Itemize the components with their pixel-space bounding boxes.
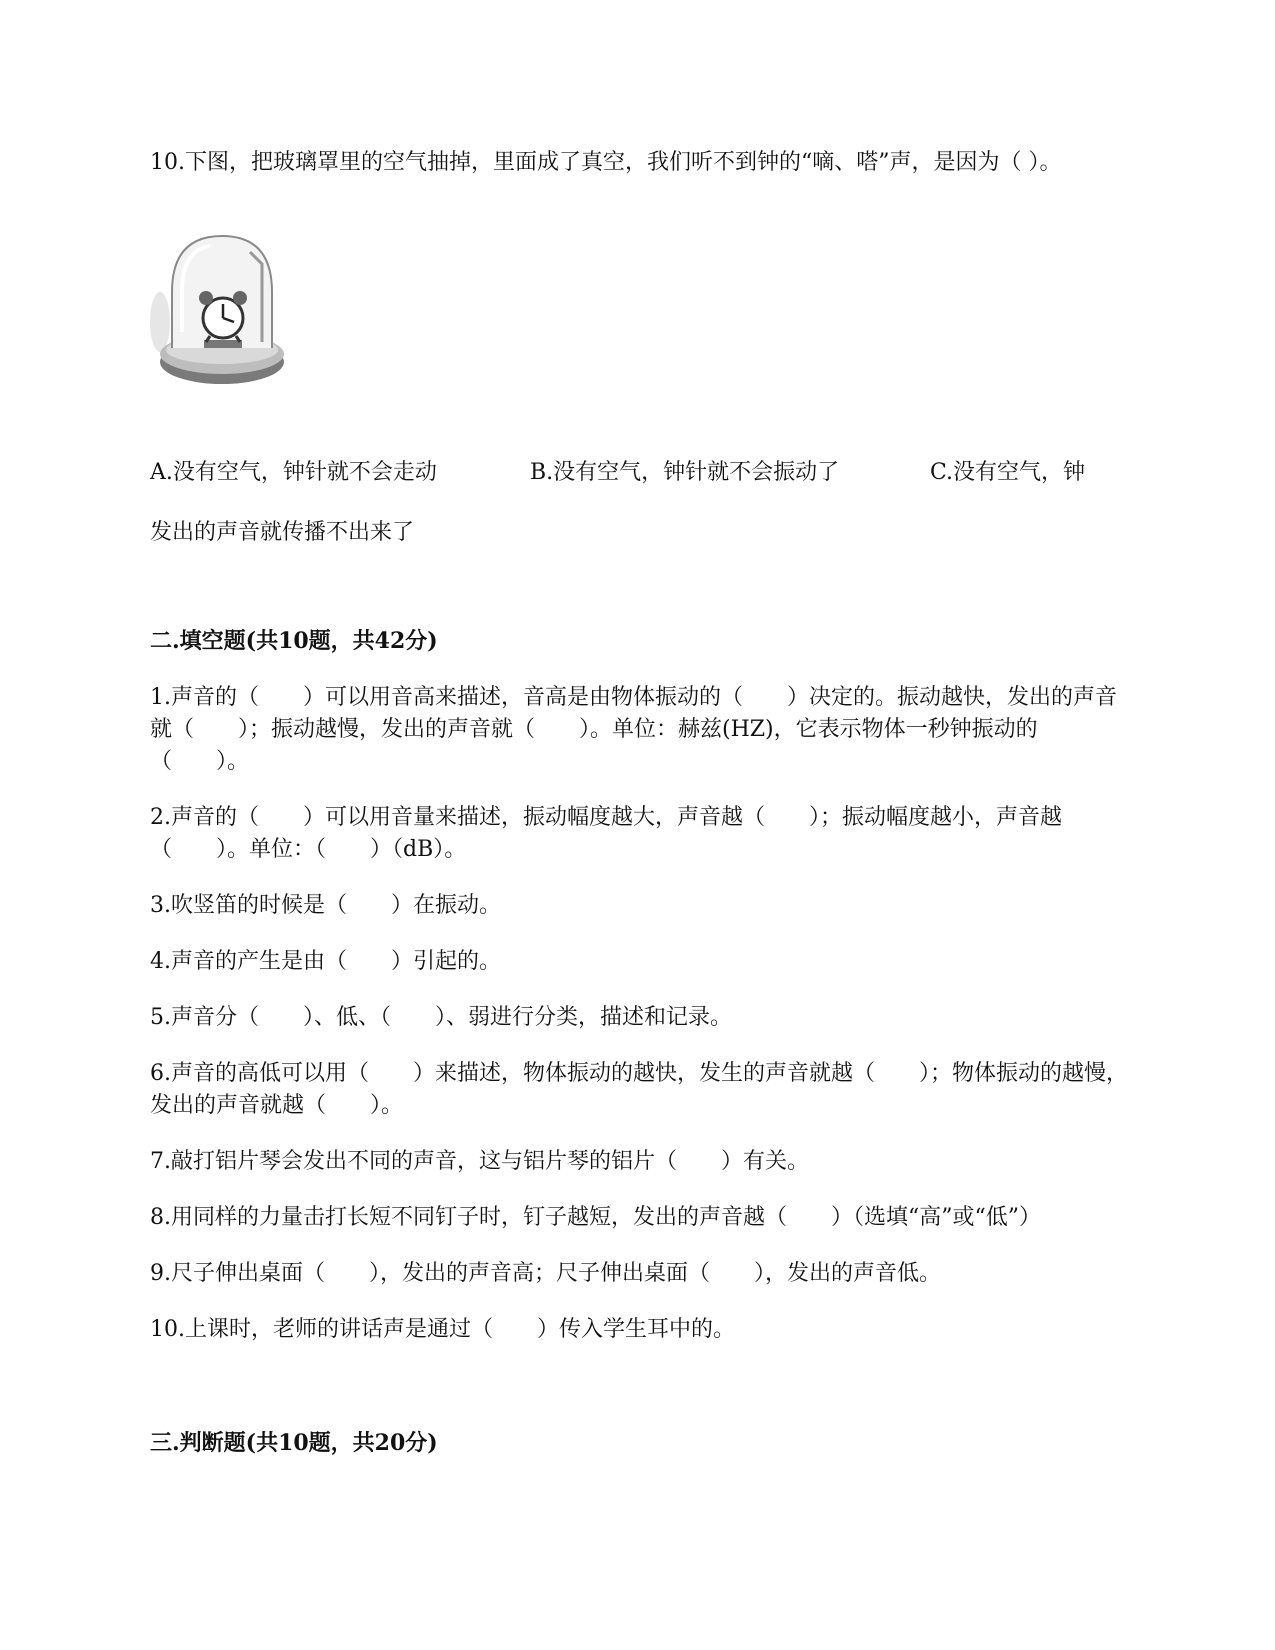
option-c-part1: C.没有空气，钟 [930,460,1086,485]
question-10-options [150,456,1130,545]
list-item: 3.吹竖笛的时候是（ ）在振动。 [150,893,501,918]
section-2-heading: 二.填空题(共10题，共42分) [150,628,438,654]
list-item: 5.声音分（ ）、低、（ ）、弱进行分类，描述和记录。 [150,1005,732,1030]
list-item: 10.上课时，老师的讲话声是通过（ ）传入学生耳中的。 [150,1317,735,1342]
list-item: 7.敲打铝片琴会发出不同的声音，这与铝片琴的铝片（ ）有关。 [150,1149,809,1174]
list-item: 9.尺子伸出桌面（ ），发出的声音高；尺子伸出桌面（ ），发出的声音低。 [150,1261,941,1286]
question-10-text: 10.下图，把玻璃罩里的空气抽掉，里面成了真空，我们听不到钟的“嘀、嗒”声，是因为（ ）。 [150,150,1062,175]
list-item: 2.声音的（ ）可以用音量来描述，振动幅度越大，声音越（ ）；振动幅度越小，声音越（ ）。单位：（ ）（dB）。 [150,805,1062,862]
list-item: 1.声音的（ ）可以用音高来描述，音高是由物体振动的（ ）决定的。振动越快，发出的声音就（ ）；振动越慢，发出的声音就（ ）。单位：赫兹(HZ)，它表示物体一秒钟振动的（ ）。 [150,685,1117,774]
option-c-part2: 发出的声音就传播不出来了 [150,520,415,545]
section-3-heading: 三.判断题(共10题，共20分) [150,1430,438,1456]
option-b: B.没有空气，钟针就不会振动了 [530,460,840,485]
list-item: 6.声音的高低可以用（ ）来描述，物体振动的越快，发生的声音就越（ ）；物体振动的越慢，发出的声音就越（ ）。 [150,1061,1128,1118]
bell-jar-alarm-clock-icon [150,232,290,404]
fill-in-blank-list [150,682,1130,1370]
list-item: 4.声音的产生是由（ ）引起的。 [150,949,501,974]
option-a: A.没有空气，钟针就不会走动 [150,460,437,485]
list-item: 8.用同样的力量击打长短不同钉子时，钉子越短，发出的声音越（ ）（选填“高”或“低”） [150,1205,1041,1230]
